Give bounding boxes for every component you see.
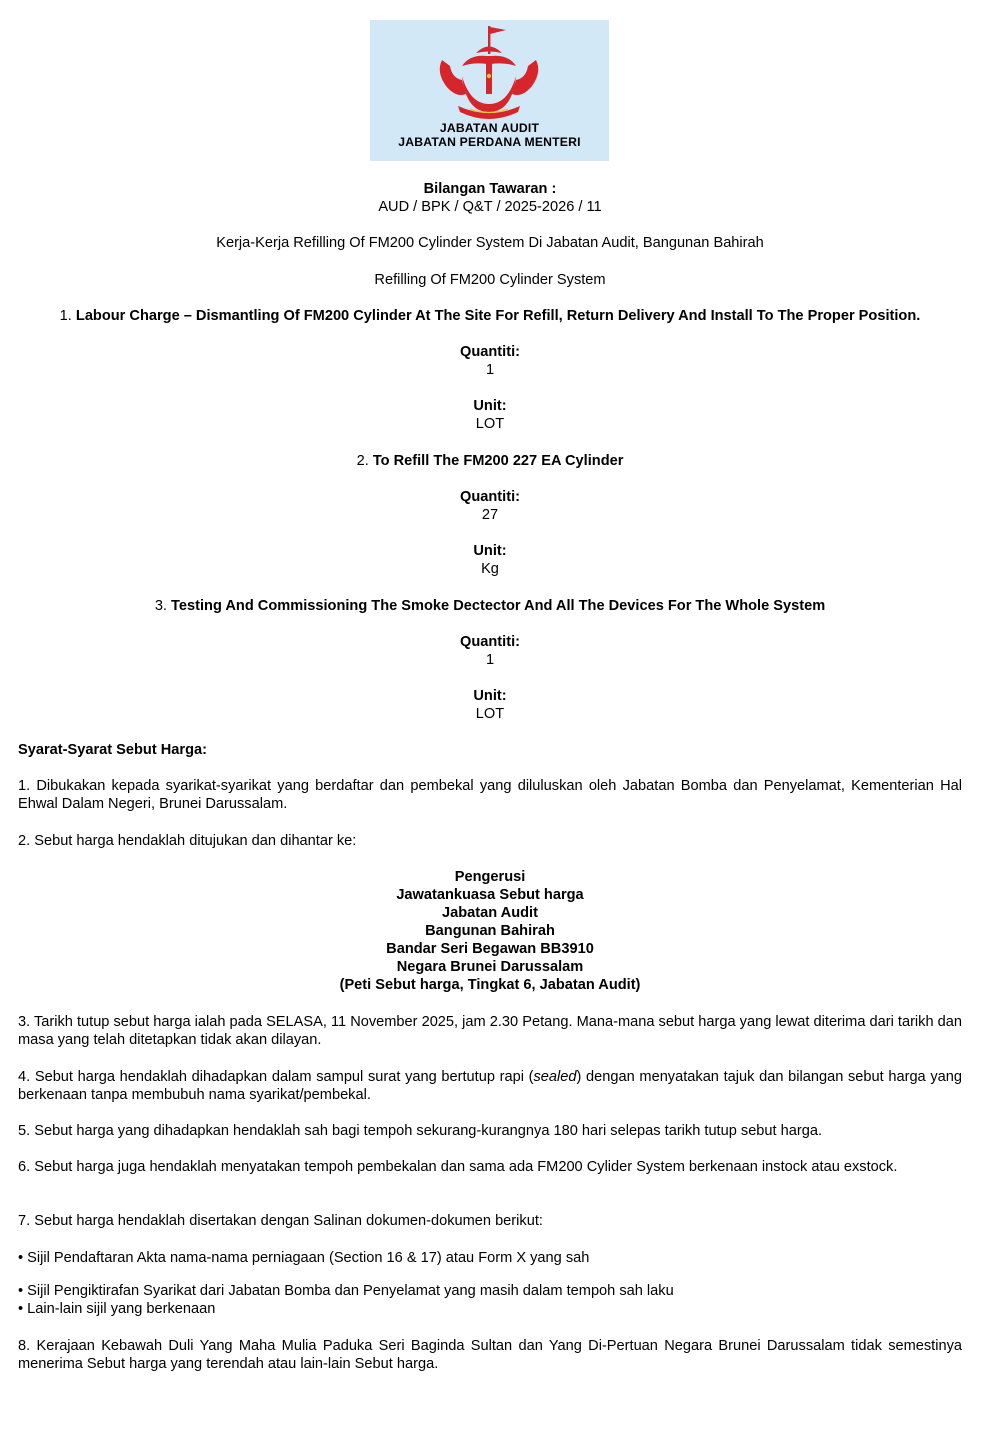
terms-heading: Syarat-Syarat Sebut Harga:	[18, 742, 207, 758]
address-line: Negara Brunei Darussalam	[396, 959, 584, 975]
document-bullet: • Lain-lain sijil yang berkenaan	[18, 1301, 216, 1317]
item-1-qty-label: Quantiti:	[460, 344, 520, 360]
item-1-heading	[18, 307, 962, 325]
term-1: 1. Dibukakan kepada syarikat-syarikat yang berdaftar dan pembekal yang diluluskan oleh Jabatan Bomba dan Penyelamat, Kementerian Hal Ehwal Dalam Negeri, Brunei Darussalam.	[18, 778, 962, 812]
address-line: Bangunan Bahirah	[425, 923, 555, 939]
item-2-heading	[18, 452, 962, 470]
term-7: 7. Sebut harga hendaklah disertakan dengan Salinan dokumen-dokumen berikut:	[18, 1213, 543, 1229]
address-line: Pengerusi	[454, 869, 526, 885]
item-1-unit: LOT	[475, 416, 505, 432]
term-2: 2. Sebut harga hendaklah ditujukan dan dihantar ke:	[18, 833, 357, 849]
address-line: Bandar Seri Begawan BB3910	[386, 941, 594, 957]
item-2-unit-label: Unit:	[473, 543, 507, 559]
address-line: Jabatan Audit	[442, 905, 538, 921]
item-3-qty: 1	[485, 652, 495, 668]
logo-line-2: JABATAN PERDANA MENTERI	[398, 135, 581, 149]
item-number: 2.	[356, 453, 369, 469]
term-5: 5. Sebut harga yang dihadapkan hendaklah sah bagi tempoh sekurang-kurangnya 180 hari selepas tarikh tutup sebut harga.	[18, 1123, 823, 1139]
item-3-heading	[18, 597, 962, 615]
item-3-qty-label: Quantiti:	[460, 634, 520, 650]
document-title: Kerja-Kerja Refilling Of FM200 Cylinder System Di Jabatan Audit, Bangunan Bahirah	[216, 235, 764, 251]
document-bullet: • Sijil Pendaftaran Akta nama-nama perniagaan (Section 16 & 17) atau Form X yang sah	[18, 1250, 590, 1266]
term-6: 6. Sebut harga juga hendaklah menyatakan tempoh pembekalan dan sama ada FM200 Cylider System berkenaan instock atau exstock.	[18, 1159, 898, 1175]
item-title: Testing And Commissioning The Smoke Dectector And All The Devices For The Whole System	[171, 598, 826, 614]
item-title: To Refill The FM200 227 EA Cylinder	[372, 453, 624, 469]
item-2-qty: 27	[481, 507, 499, 523]
reference-label: Bilangan Tawaran :	[423, 181, 557, 197]
document-bullet: • Sijil Pengiktirafan Syarikat dari Jabatan Bomba dan Penyelamat yang masih dalam tempoh sah laku	[18, 1283, 674, 1299]
item-1-unit-label: Unit:	[473, 398, 507, 414]
reference-number: AUD / BPK / Q&T / 2025-2026 / 11	[378, 199, 602, 215]
item-title: Labour Charge – Dismantling Of FM200 Cylinder At The Site For Refill, Return Delivery And Install To The Proper Position.	[75, 308, 921, 324]
address-line: Jawatankuasa Sebut harga	[396, 887, 584, 903]
term-4: 4. Sebut harga hendaklah dihadapkan dalam sampul surat yang bertutup rapi (sealed) dengan menyatakan tajuk dan bilangan sebut harga yang berkenaan tanpa membubuh nama syarikat/pembekal.	[18, 1069, 962, 1103]
item-2-unit: Kg	[481, 561, 499, 577]
address-line: (Peti Sebut harga, Tingkat 6, Jabatan Audit)	[339, 977, 641, 993]
item-number: 1.	[59, 308, 72, 324]
term-8: 8. Kerajaan Kebawah Duli Yang Maha Mulia Paduka Seri Baginda Sultan dan Yang Di-Pertuan Negara Brunei Darussalam tidak semestinya menerima Sebut harga yang terendah atau lain-lain Sebut harga.	[18, 1338, 962, 1372]
address-block	[18, 868, 962, 994]
item-3-unit: LOT	[475, 706, 505, 722]
logo-line-1: JABATAN AUDIT	[439, 121, 540, 135]
department-logo	[370, 20, 609, 161]
item-1-qty: 1	[485, 362, 495, 378]
term-3: 3. Tarikh tutup sebut harga ialah pada SELASA, 11 November 2025, jam 2.30 Petang. Mana-mana sebut harga yang lewat diterima dari tarikh dan masa yang telah ditetapkan tidak akan dilayan.	[18, 1014, 962, 1048]
document-subtitle: Refilling Of FM200 Cylinder System	[374, 272, 606, 288]
item-number: 3.	[154, 598, 167, 614]
item-2-qty-label: Quantiti:	[460, 489, 520, 505]
item-3-unit-label: Unit:	[473, 688, 507, 704]
